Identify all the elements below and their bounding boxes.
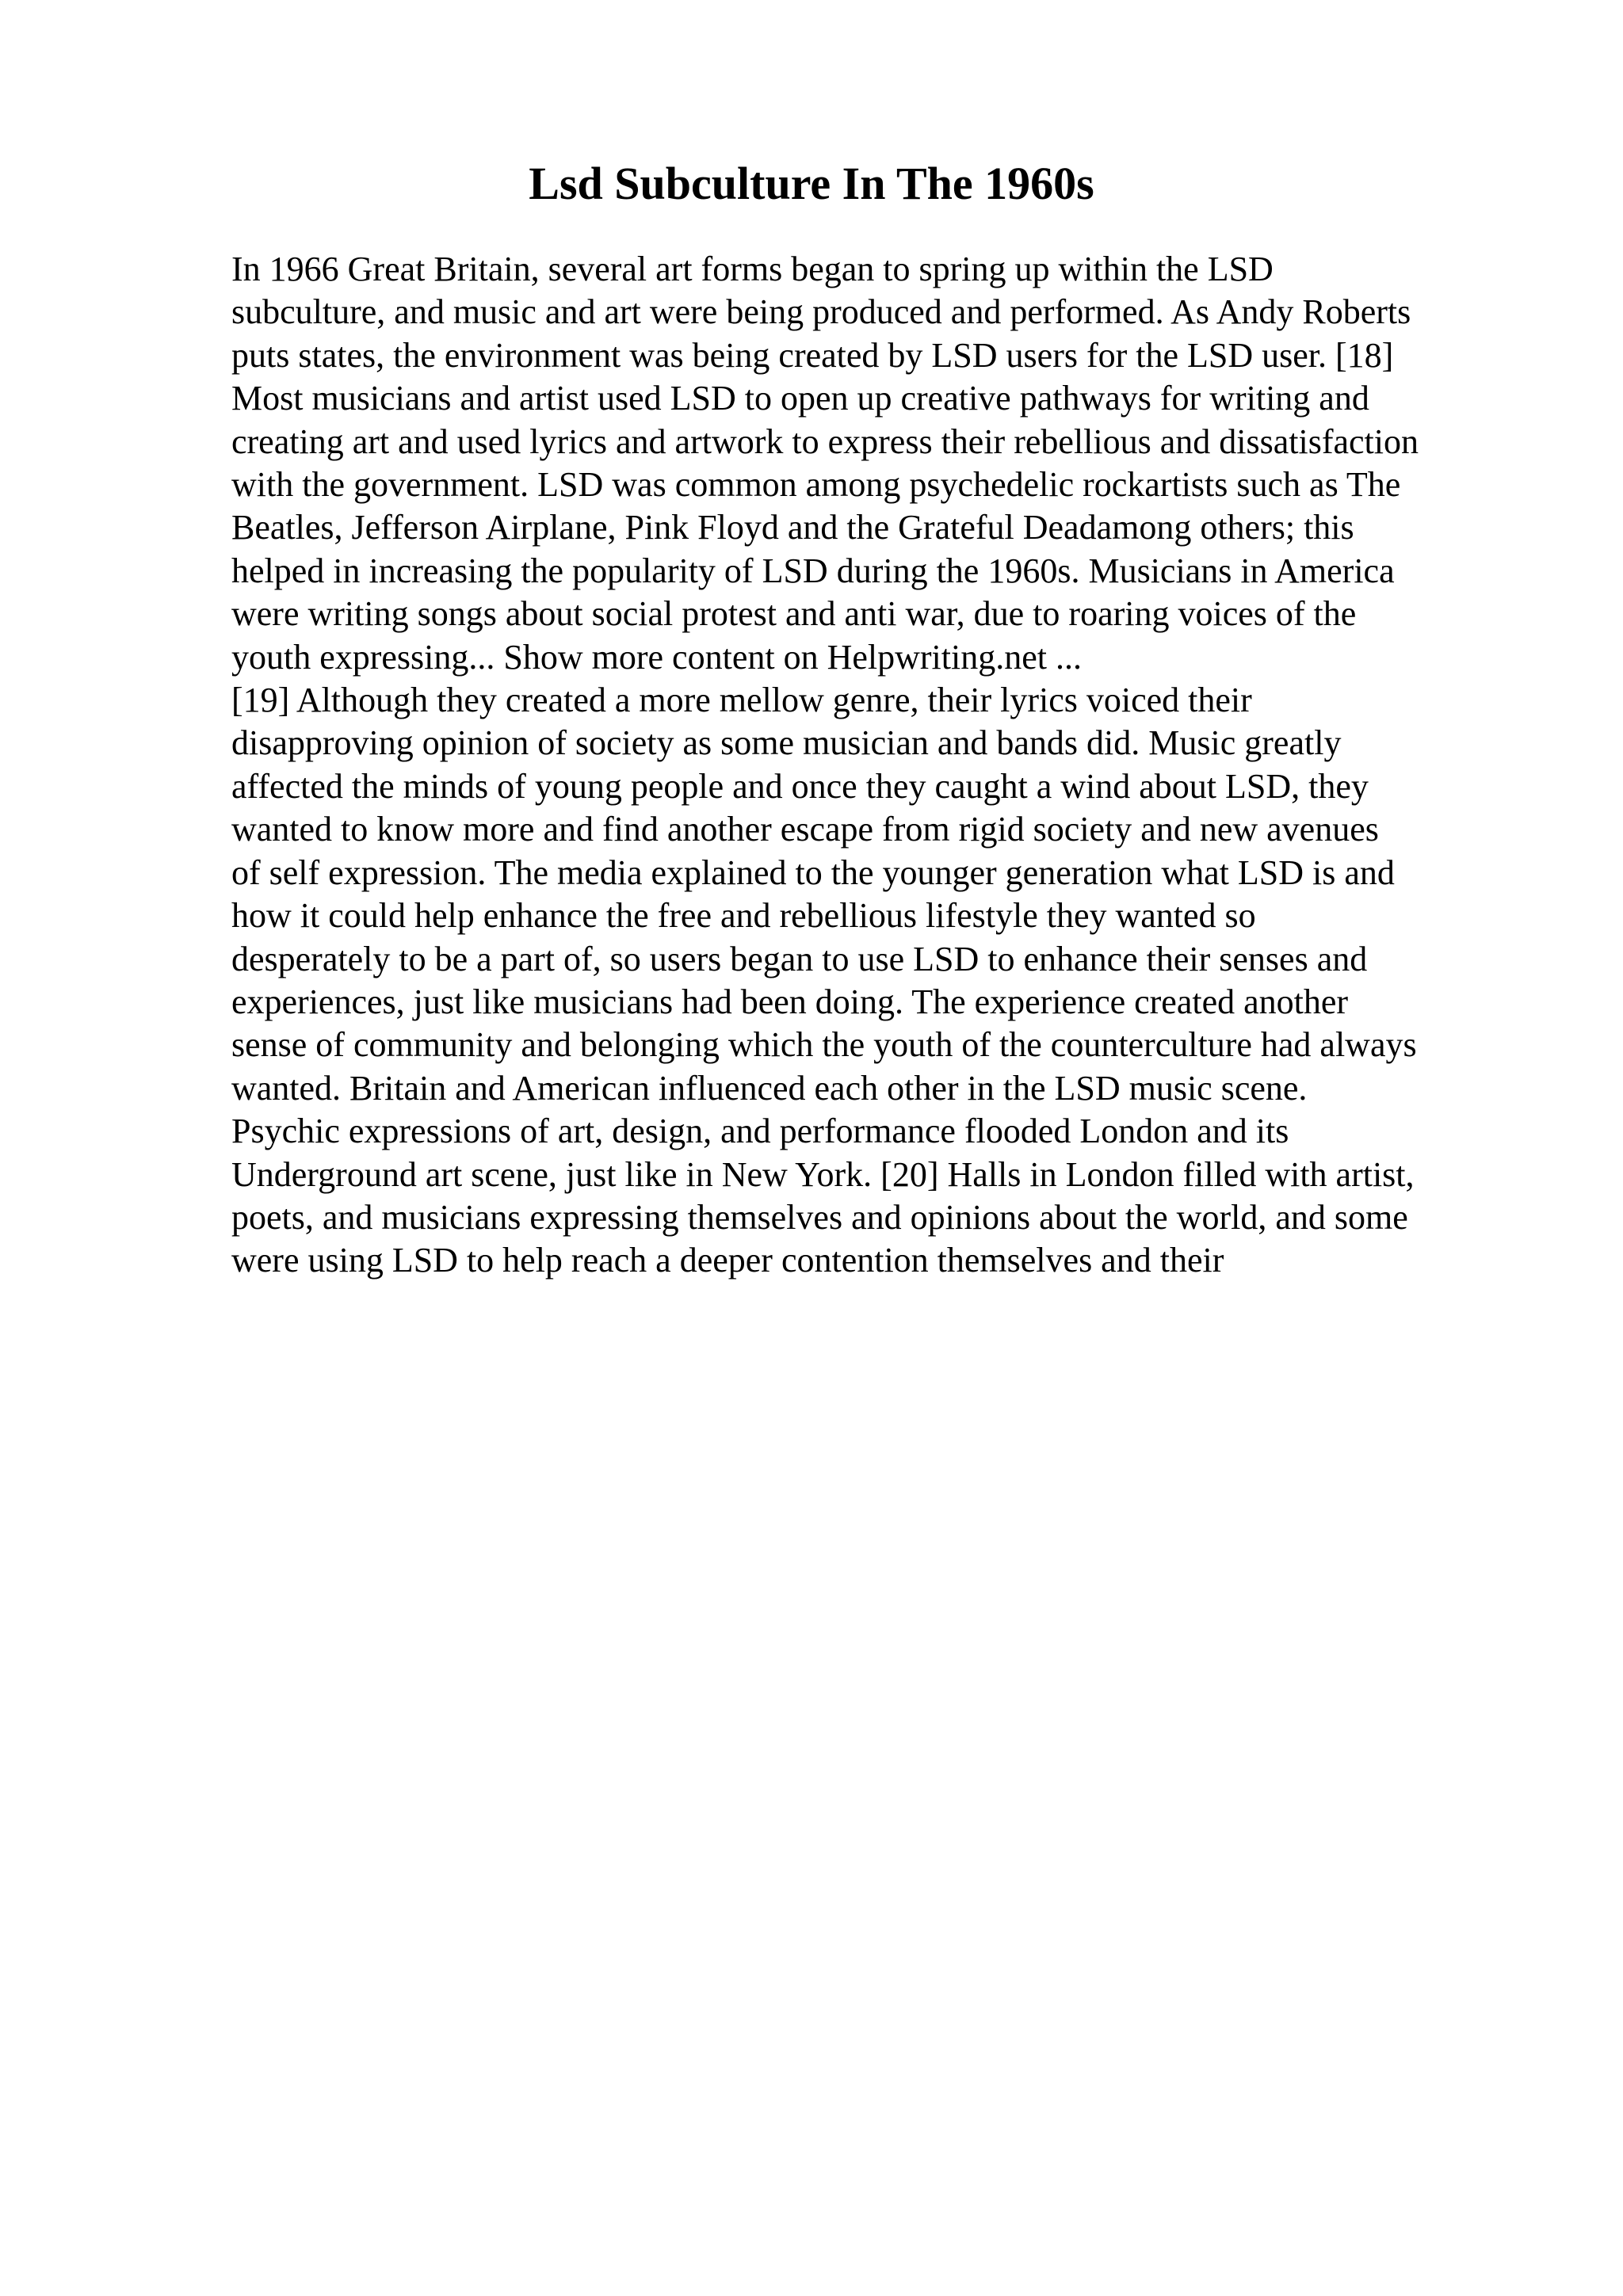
body-line: experiences, just like musicians had been doing. The experience created another bbox=[231, 982, 1349, 1021]
body-line: In 1966 Great Britain, several art forms began to spring up within the LSD bbox=[231, 250, 1274, 288]
body-line: [19] Although they created a more mellow genre, their lyrics voiced their bbox=[231, 681, 1252, 720]
body-line: were writing songs about social protest and anti war, due to roaring voices of the bbox=[231, 594, 1357, 634]
body-line: of self expression. The media explained to the younger generation what LSD is and bbox=[231, 852, 1395, 892]
body-line: youth expressing... Show more content on Helpwriting.net ... bbox=[231, 637, 1082, 677]
body-line: how it could help enhance the free and rebellious lifestyle they wanted so bbox=[231, 896, 1256, 936]
body-line: poets, and musicians expressing themselves and opinions about the world, and some bbox=[231, 1197, 1408, 1237]
document-title: Lsd Subculture In The 1960s bbox=[529, 158, 1094, 209]
body-line: wanted. Britain and American influenced each other in the LSD music scene. bbox=[231, 1068, 1308, 1108]
body-line: wanted to know more and find another escape from rigid society and new avenues bbox=[231, 810, 1379, 849]
body-line: creating art and used lyrics and artwork to express their rebellious and dissatisfaction bbox=[231, 421, 1419, 461]
body-line: desperately to be a part of, so users began to use LSD to enhance their senses and bbox=[231, 939, 1368, 978]
body-line: Underground art scene, just like in New York. [20] Halls in London filled with artist, bbox=[231, 1154, 1415, 1194]
body-line: subculture, and music and art were being produced and performed. As Andy Roberts bbox=[231, 292, 1411, 332]
body-line: helped in increasing the popularity of LSD during the 1960s. Musicians in America bbox=[231, 551, 1395, 590]
body-line: Psychic expressions of art, design, and performance flooded London and its bbox=[231, 1112, 1289, 1151]
body-line: puts states, the environment was being created by LSD users for the LSD user. [18] bbox=[231, 335, 1394, 375]
body-line: Beatles, Jefferson Airplane, Pink Floyd and the Grateful Deadamong others; this bbox=[231, 508, 1354, 547]
body-line: affected the minds of young people and once they caught a wind about LSD, they bbox=[231, 766, 1369, 806]
body-line: Most musicians and artist used LSD to open up creative pathways for writing and bbox=[231, 379, 1369, 418]
document-body bbox=[231, 248, 1499, 1283]
body-line: with the government. LSD was common among psychedelic rockartists such as The bbox=[231, 465, 1401, 505]
body-line: sense of community and belonging which the youth of the counterculture had always bbox=[231, 1025, 1417, 1065]
body-line: disapproving opinion of society as some musician and bands did. Music greatly bbox=[231, 723, 1342, 763]
body-line: were using LSD to help reach a deeper contention themselves and their bbox=[231, 1241, 1224, 1280]
